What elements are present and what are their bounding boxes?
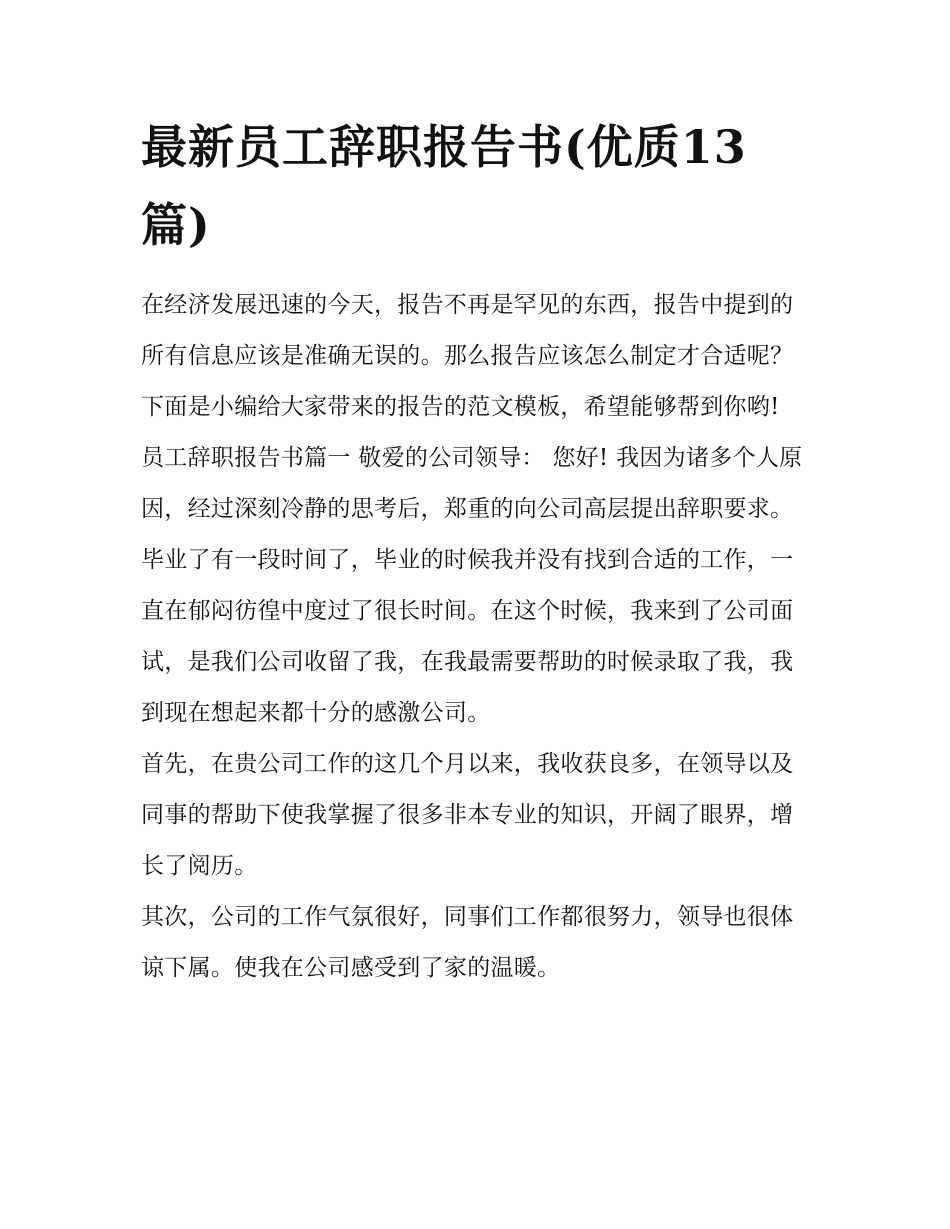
intro-paragraph: 在经济发展迅速的今天，报告不再是罕见的东西，报告中提到的所有信息应该是准确无误的。那么报告应该怎么制定才合适呢？下面是小编给大家带来的报告的范文模板，希望能够帮到你哟! bbox=[141, 292, 794, 420]
body-paragraph-graduation: 毕业了有一段时间了，毕业的时候我并没有找到合适的工作，一直在郁闷彷徨中度过了很长时间。在这个时候，我来到了公司面试，是我们公司收留了我，在我最需要帮助的时候录取了我，我到现在想起来都十分的感激公司。 bbox=[141, 547, 794, 726]
document-title: 最新员工辞职报告书(优质13篇) bbox=[141, 120, 747, 252]
document-body bbox=[141, 108, 813, 994]
salutation-paragraph: 员工辞职报告书篇一 敬爱的公司领导： 您好! 我因为诸多个人原因，经过深刻冷静的思考后，郑重的向公司高层提出辞职要求。 bbox=[141, 445, 803, 522]
body-paragraph-first: 首先，在贵公司工作的这几个月以来，我收获良多，在领导以及同事的帮助下使我掌握了很多非本专业的知识，开阔了眼界，增长了阅历。 bbox=[141, 751, 794, 879]
body-paragraph-second: 其次，公司的工作气氛很好，同事们工作都很努力，领导也很体谅下属。使我在公司感受到了家的温暖。 bbox=[141, 904, 794, 981]
